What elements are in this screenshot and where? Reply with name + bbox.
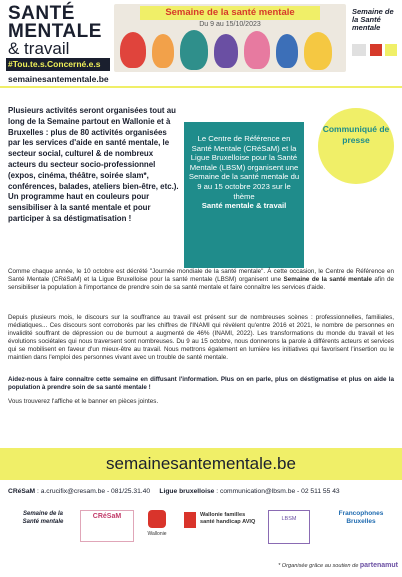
partner-logo-cresam: CRéSaM [80,510,134,542]
body-paragraph-1 [8,268,394,292]
wallonie-rooster-icon [148,510,166,528]
partner-logo-wallonie [142,510,172,538]
illustration-figure [180,30,208,70]
semaine-logo: Semaine de la Santé mentale [352,7,394,32]
body-paragraph-3: Aidez-nous à faire connaître cette semaine en diffusant l'information. Plus on en parle, plus on déstigmatise et plus on aide la population à prendre soin de sa santé mentale ! [8,376,394,391]
illustration-figure [214,34,238,68]
announcement-theme: Santé mentale & travail [201,201,287,211]
partner-logo-semaine: Semaine de la Santé mentale [22,511,64,525]
sponsor-brand: partenamut [359,562,398,569]
body-paragraph-4: Vous trouverez l'affiche et le banner en pièces jointes. [8,398,159,405]
partner-label: Wallonie familles santé handicap AVIQ [200,512,256,525]
illustration-figure [152,34,174,68]
header-website[interactable]: semainesantementale.be [8,74,109,84]
logo-title-line2: MENTALE [8,21,102,42]
aviq-icon [184,512,196,528]
partner-label: Wallonie [147,531,167,537]
partner-logo-aviq [184,510,256,538]
illustration-figure [120,32,146,68]
illustration-figure [304,32,332,70]
contact-ligue-label: Ligue bruxelloise [159,488,215,495]
event-banner [114,4,346,72]
banner-dates: Du 9 au 15/10/2023 [199,21,261,28]
sponsor-note [230,562,398,569]
press-badge [318,108,394,184]
wallonie-mini-logo [370,44,382,56]
contact-cresam-label: CRéSaM [8,488,36,495]
header-divider [0,86,402,88]
intro-paragraph: Plusieurs activités seront organisées tout au long de la Semaine partout en Wallonie et à Bruxelles : plus de 80 activités organisées par les services d'aide en santé mentale, le secteur social, culturel & de nombreux acteurs du secteur socio-professionnel (expos, cinéma, théâtre, soirée slam*, conférences, balades, ateliers bien-être, etc.). Un programme haut en couleurs pour sensibiliser à la santé mentale et pour participer à sa déstigmatisation ! [8,106,179,223]
illustration-figure [244,31,270,69]
sponsor-text: * Organisée grâce au soutien de [278,563,360,569]
para1-end: afin de sensibiliser la population à l'importance de prendre soin de sa santé mentale et faire connaître les services d'aide. [8,275,394,291]
logo-title-line3: & travail [8,39,70,58]
contact-cresam-value[interactable]: : a.crucifix@cresam.be - 081/25.31.40 [35,488,151,495]
logo-title-line1: SANTÉ [8,3,75,24]
announcement-text [188,134,300,211]
banner-title: Semaine de la santé mentale [140,6,320,20]
para1-highlight: Semaine de la santé mentale [283,275,372,283]
partner-logo-lbsm: LBSM [268,510,310,544]
announcement-main: Le Centre de Référence en Santé Mentale (CRéSaM) et la Ligue Bruxelloise pour la Santé Mentale (LBSM) organisent une Semaine de la santé mentale du 9 au 15 octobre 2023 sur le thème [188,134,300,201]
hashtag-badge: #Tou.te.s.Concerné.e.s [6,58,110,71]
contact-line [8,488,398,495]
para1-start: Comme chaque année, le 10 octobre est décrété "Journée mondiale de la santé mentale". À cette occasion, le Centre de Référence en Santé Mentale (CRéSaM) et la Ligue Bruxelloise pour la santé mentale (LBSM) organisent une [8,268,394,283]
website-link[interactable]: semainesantementale.be [106,454,296,473]
partner-logo-francophones: Francophones Bruxelles [338,510,384,525]
partner-mini-logo [385,44,397,56]
press-badge-label: Communiqué de presse [322,124,390,145]
illustration-figure [276,34,298,68]
partner-mini-logo [352,44,366,56]
announcement-card [184,122,304,268]
contact-ligue-value[interactable]: : communication@lbsm.be - 02 511 55 43 [214,488,340,495]
body-paragraph-2: Depuis plusieurs mois, le discours sur la souffrance au travail est présent sur de nombreuses scènes : professionnelles, familiales, médiatiques... Ces discours sont corroborés par les chiffres de l'INAMI qui révèlent qu'entre 2016 et 2021, le nombre de personnes en invalidité souffrant de dépression ou de burnout a augmenté de 46% (INAMI, 2022). Les transformations du monde du travail et les évolutions sociétales qui nous traversent sont nombreuses. Du 9 au 15 octobre, nous donnerons la parole à différents acteurs et services qui se mobilisent en faveur d'un mieux-être au travail. Nous mettrons également en lumière les initiatives qui favorisent l'insertion ou le maintien dans l'emploi des personnes vivant avec un trouble de santé mentale. [8,314,394,361]
